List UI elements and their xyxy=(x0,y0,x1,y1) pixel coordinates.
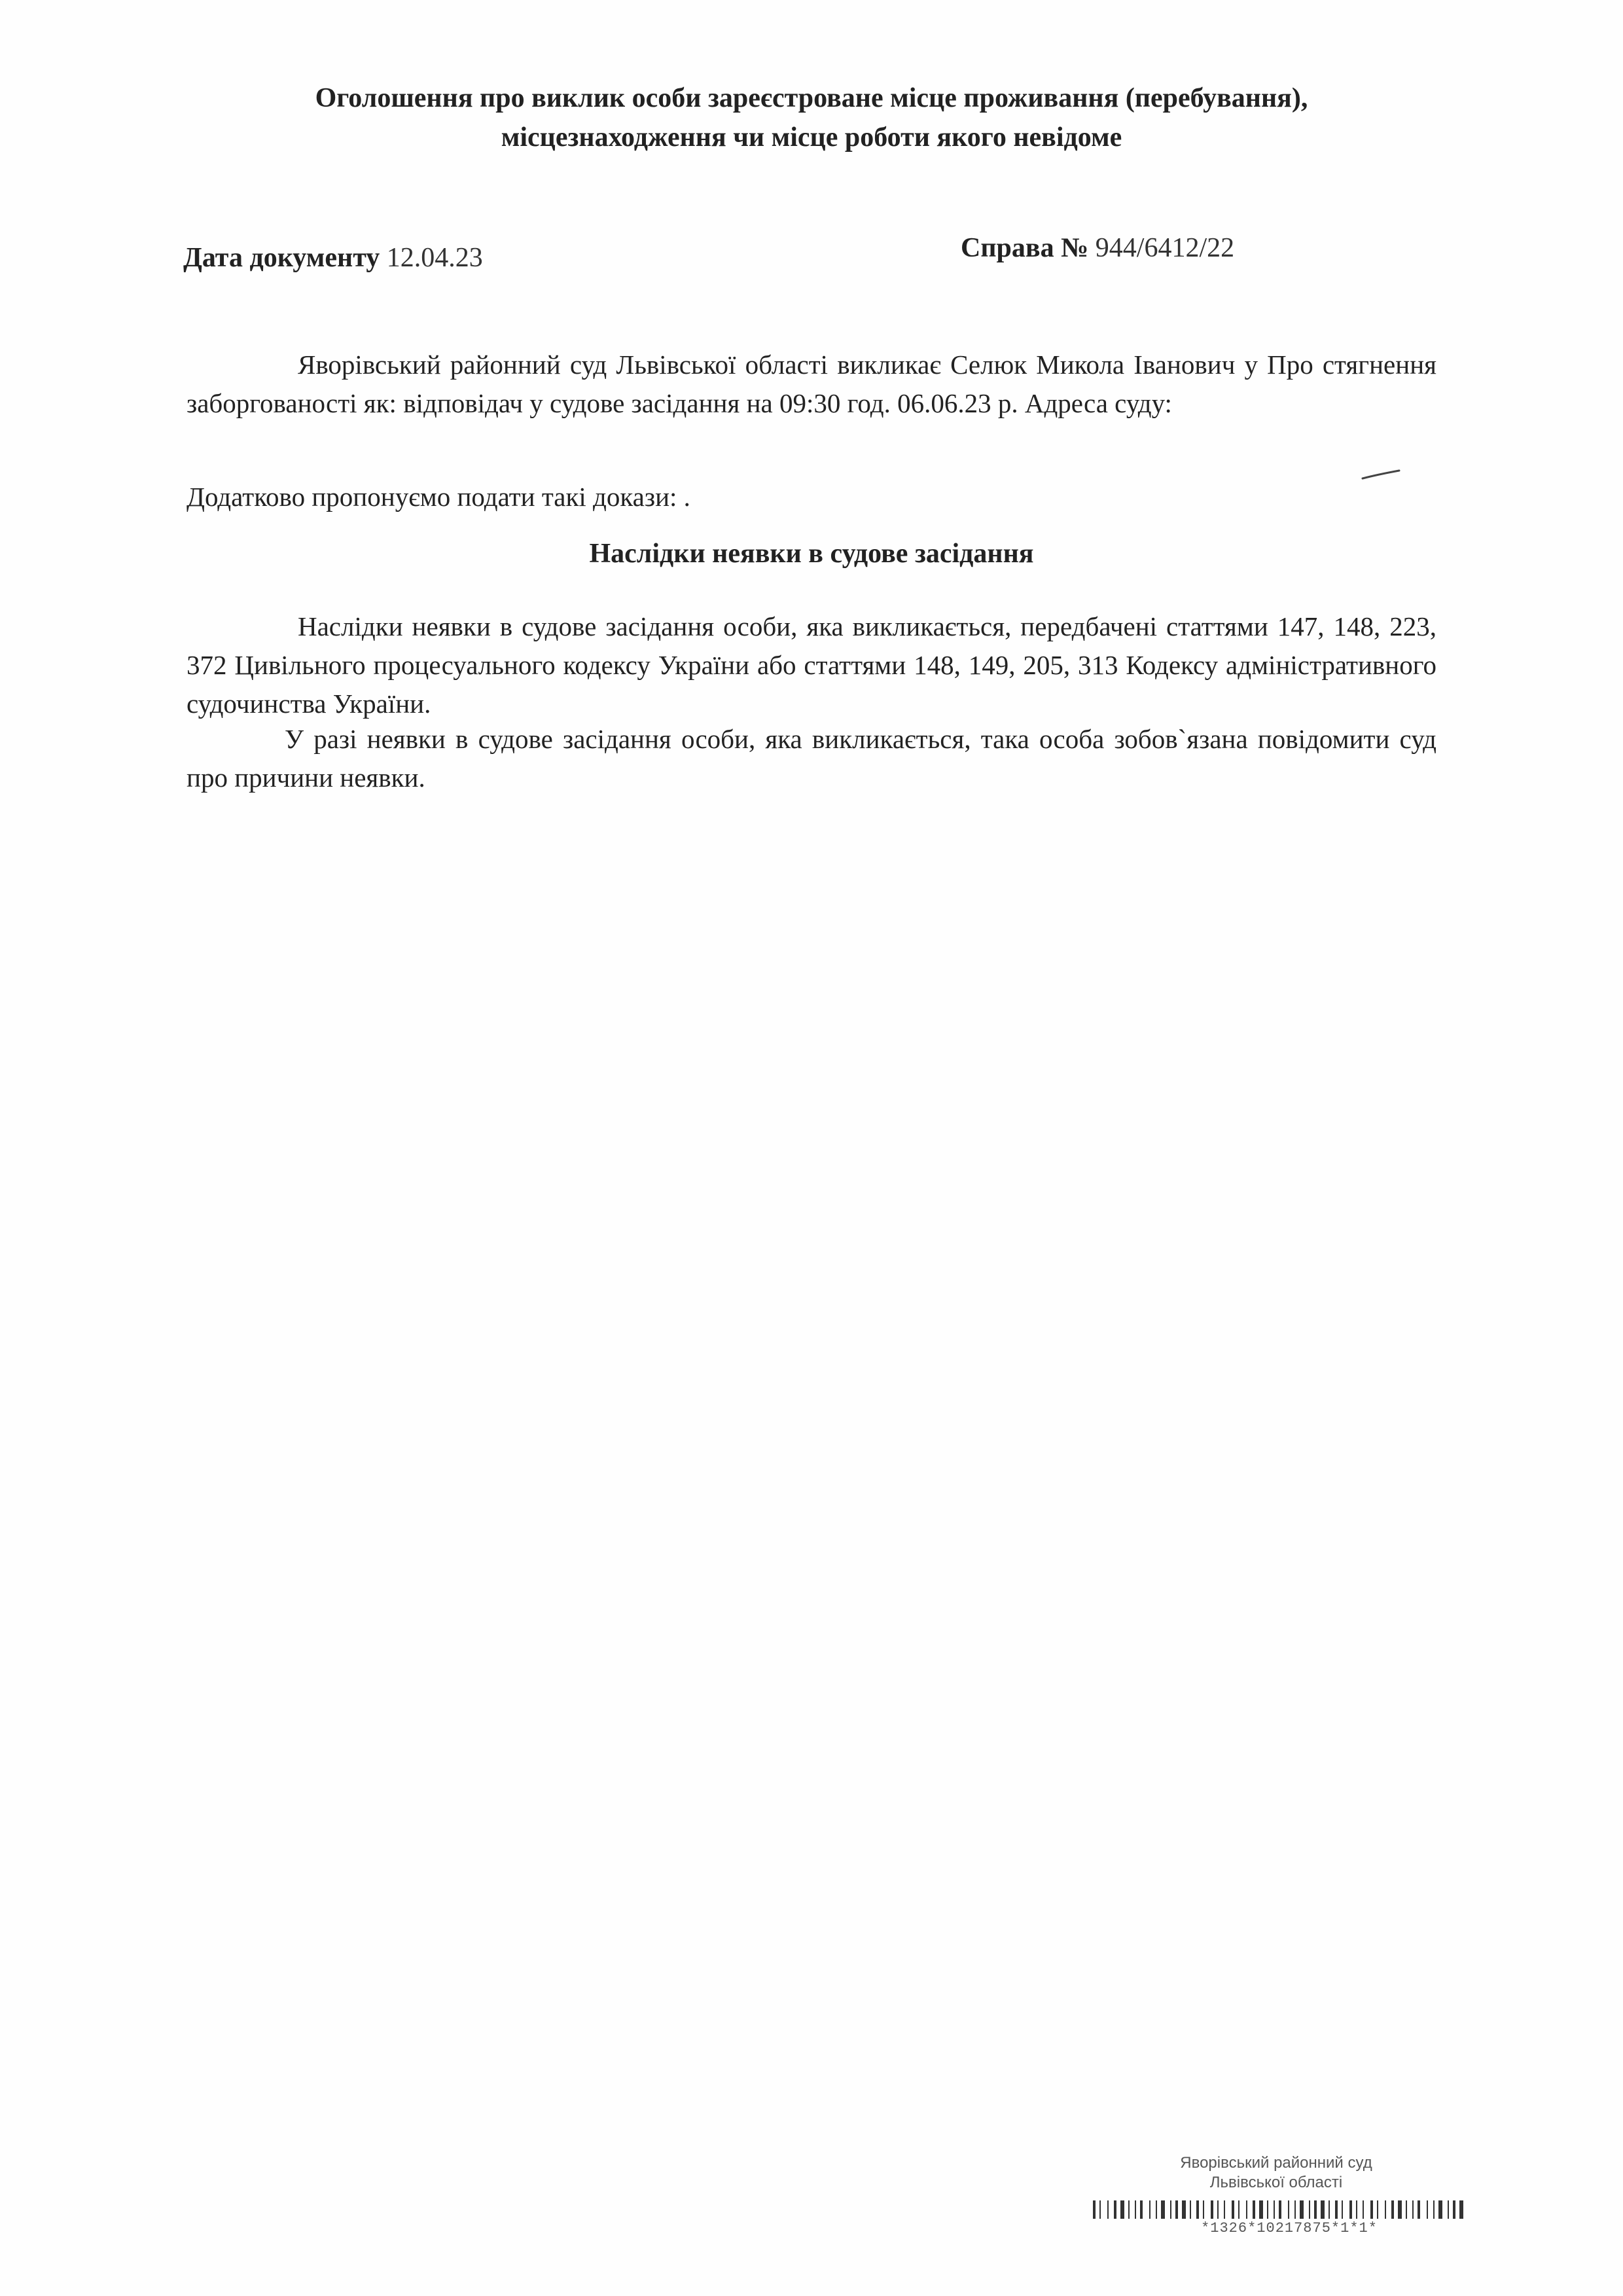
case-number-value: 944/6412/22 xyxy=(1095,233,1235,263)
consequences-paragraph-1: Наслідки неявки в судове засідання особи, яка викликається, передбачені статтями 147, 148, 223, 372 Цивільного процесуального кодексу України або статтями 148, 149, 205, 313 Кодексу адміністративного судочинства України. xyxy=(187,611,1436,719)
evidence-paragraph: Додатково пропонуємо подати такі докази: . xyxy=(187,482,690,512)
consequences-paragraph-2: У разі неявки в судове засідання особи, яка викликається, така особа зобов`язана повідомити суд про причини неявки. xyxy=(187,724,1436,793)
document-title xyxy=(196,79,1427,157)
summons-paragraph: Яворівський районний суд Львівської області викликає Селюк Микола Іванович у Про стягнення заборгованості як: відповідач у судове засідання на 09:30 год. 06.06.23 р. Адреса суду: xyxy=(187,350,1436,418)
court-stamp-line-1: Яворівський районний суд xyxy=(1180,2154,1372,2172)
case-number xyxy=(961,232,1234,264)
consequences-heading: Наслідки неявки в судове засідання xyxy=(589,539,1034,569)
document-date-value: 12.04.23 xyxy=(386,243,483,273)
barcode-icon xyxy=(1093,2200,1466,2219)
document-date-label: Дата документу xyxy=(183,243,380,273)
court-stamp xyxy=(1086,2153,1466,2193)
document-date xyxy=(183,242,483,274)
document-title-line-2: місцезнаходження чи місце роботи якого невідоме xyxy=(501,122,1122,152)
court-stamp-line-2: Львівської області xyxy=(1209,2174,1343,2191)
document-title-line-1: Оголошення про виклик особи зареєстроване місце проживання (перебування), xyxy=(315,83,1308,113)
barcode-number: *1326*10217875*1*1* xyxy=(1201,2220,1378,2236)
case-number-label: Справа № xyxy=(961,233,1089,263)
